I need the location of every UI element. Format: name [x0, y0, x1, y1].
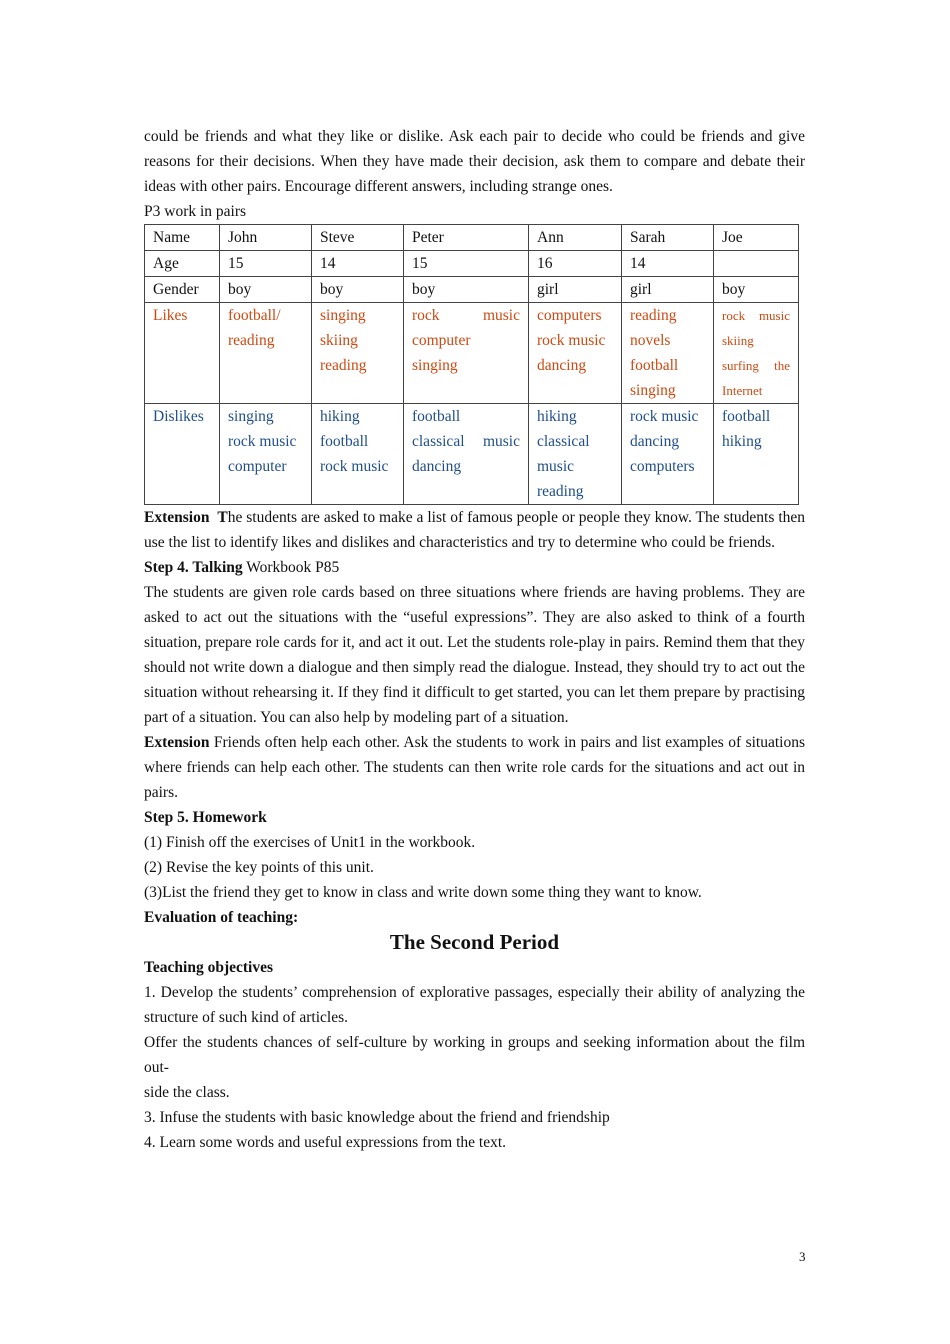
step4-ref: Workbook P85 [242, 559, 340, 576]
homework-item: (1) Finish off the exercises of Unit1 in the workbook. [144, 834, 476, 851]
likes-dislikes-table [144, 224, 799, 505]
table-header-cell: Steve [312, 225, 404, 251]
row-label: Dislikes [145, 404, 220, 505]
cell-line: computers [537, 307, 602, 324]
evaluation-heading: Evaluation of teaching: [144, 909, 299, 926]
extension-paragraph [144, 505, 805, 555]
cell-line: dancing [412, 458, 462, 475]
cell-line: reading [228, 332, 275, 349]
cell-line: classical [537, 433, 590, 450]
likes-cell [404, 303, 529, 404]
table-cell: boy [404, 277, 529, 303]
table-row-name [145, 225, 799, 251]
cell-line: computers [630, 458, 695, 475]
cell-line: hiking [537, 408, 577, 425]
cell-line: skiing [722, 333, 754, 348]
cell-line: rock music [537, 332, 606, 349]
cell-line: singing [630, 382, 676, 399]
cell-line: rock music [228, 433, 297, 450]
dislikes-cell [622, 404, 714, 505]
table-header-cell: Peter [404, 225, 529, 251]
cell-line: reading [320, 357, 367, 374]
row-label: Gender [145, 277, 220, 303]
objective-item: 4. Learn some words and useful expressions from the text. [144, 1134, 507, 1151]
cell-line: dancing [537, 357, 587, 374]
cell-line: computer [228, 458, 287, 475]
table-cell: 15 [404, 251, 529, 277]
dislikes-cell [404, 404, 529, 505]
row-label: Age [145, 251, 220, 277]
cell-line: surfing the [722, 358, 790, 373]
cell-line: classical music [412, 433, 520, 450]
cell-line: football/ [228, 307, 281, 324]
dislikes-cell [714, 404, 799, 505]
table-cell: girl [622, 277, 714, 303]
table-header-cell: John [220, 225, 312, 251]
page-number: 3 [799, 1249, 806, 1264]
homework-item: (2) Revise the key points of this unit. [144, 859, 374, 876]
step4-label: Step 4. Talking [144, 559, 243, 576]
dislikes-cell [220, 404, 312, 505]
table-cell: boy [220, 277, 312, 303]
intro-paragraph: could be friends and what they like or dislike. Ask each pair to decide who could be friends and give reasons for their decisions. When they have made their decision, ask them to compare and debate their ideas with other pairs. Encourage different answers, including strange ones. [144, 128, 805, 195]
document-body [144, 124, 805, 1155]
table-row-dislikes [145, 404, 799, 505]
cell-line: football [722, 408, 771, 425]
step4-heading [144, 555, 805, 580]
objective-item: 1. Develop the students’ comprehension of explorative passages, especially their ability of analyzing the structure of such kind of articles. [144, 984, 805, 1026]
cell-line: dancing [630, 433, 680, 450]
table-cell: 15 [220, 251, 312, 277]
likes-cell [529, 303, 622, 404]
objective-item: Offer the students chances of self-culture by working in groups and seeking information about the film out- [144, 1034, 805, 1076]
cell-line: rock music [722, 308, 790, 323]
p3-label: P3 work in pairs [144, 203, 247, 220]
extension2-label: Extension [144, 734, 210, 751]
objective-item: 3. Infuse the students with basic knowledge about the friend and friendship [144, 1109, 610, 1126]
cell-line: rock music [412, 307, 520, 324]
likes-cell [312, 303, 404, 404]
extension-label: Extension [144, 509, 210, 526]
cell-line: hiking [722, 433, 762, 450]
cell-line: singing [412, 357, 458, 374]
table-cell: 16 [529, 251, 622, 277]
table-cell: 14 [622, 251, 714, 277]
cell-line: hiking [320, 408, 360, 425]
dislikes-cell [312, 404, 404, 505]
cell-line: football [630, 357, 679, 374]
table-cell: boy [312, 277, 404, 303]
cell-line: novels [630, 332, 671, 349]
cell-line: Internet [722, 383, 763, 398]
row-label: Likes [145, 303, 220, 404]
cell-line: football [320, 433, 369, 450]
extension2-paragraph [144, 730, 805, 805]
likes-cell [714, 303, 799, 404]
table-cell [714, 251, 799, 277]
extension-first-letter: T [217, 509, 228, 526]
cell-line: rock music [630, 408, 699, 425]
objectives-heading: Teaching objectives [144, 959, 274, 976]
extension2-text: Friends often help each other. Ask the students to work in pairs and list examples of situations where friends can help each other. The students can then write role cards for the situations and act out in pairs. [144, 734, 805, 801]
table-cell: boy [714, 277, 799, 303]
step4-paragraph: The students are given role cards based on three situations where friends are having problems. They are asked to act out the situations with the “useful expressions”. They are also asked to think of a fourth situation, prepare role cards for it, and act it out. Let the students role-play in pairs. Remind them that they should not write down a dialogue and then simply read the dialogue. Instead, they should try to act out the situation without rehearsing it. If they find it difficult to get started, you can let them prepare by practising part of a situation. You can also help by modeling part of a situation. [144, 584, 805, 726]
objective-item: side the class. [144, 1084, 230, 1101]
extension-text: he students are asked to make a list of famous people or people they know. The students then use the list to identify likes and dislikes and characteristics and try to determine who could be friends. [144, 509, 806, 551]
table-row-gender [145, 277, 799, 303]
table-header-cell: Ann [529, 225, 622, 251]
table-cell: girl [529, 277, 622, 303]
table-header-cell: Joe [714, 225, 799, 251]
table-cell: 14 [312, 251, 404, 277]
table-row-likes [145, 303, 799, 404]
cell-line: computer [412, 332, 471, 349]
cell-line: singing [228, 408, 274, 425]
step5-heading: Step 5. Homework [144, 809, 267, 826]
cell-line: music [537, 458, 575, 475]
cell-line: reading [630, 307, 677, 324]
cell-line: football [412, 408, 461, 425]
section-title: The Second Period [389, 930, 560, 954]
cell-line: rock music [320, 458, 389, 475]
table-header-cell: Name [145, 225, 220, 251]
table-row-age [145, 251, 799, 277]
likes-cell [220, 303, 312, 404]
cell-line: skiing [320, 332, 358, 349]
homework-item: (3)List the friend they get to know in class and write down some thing they want to know. [144, 884, 702, 901]
cell-line: reading [537, 483, 584, 500]
dislikes-cell [529, 404, 622, 505]
table-header-cell: Sarah [622, 225, 714, 251]
cell-line: singing [320, 307, 366, 324]
likes-cell [622, 303, 714, 404]
